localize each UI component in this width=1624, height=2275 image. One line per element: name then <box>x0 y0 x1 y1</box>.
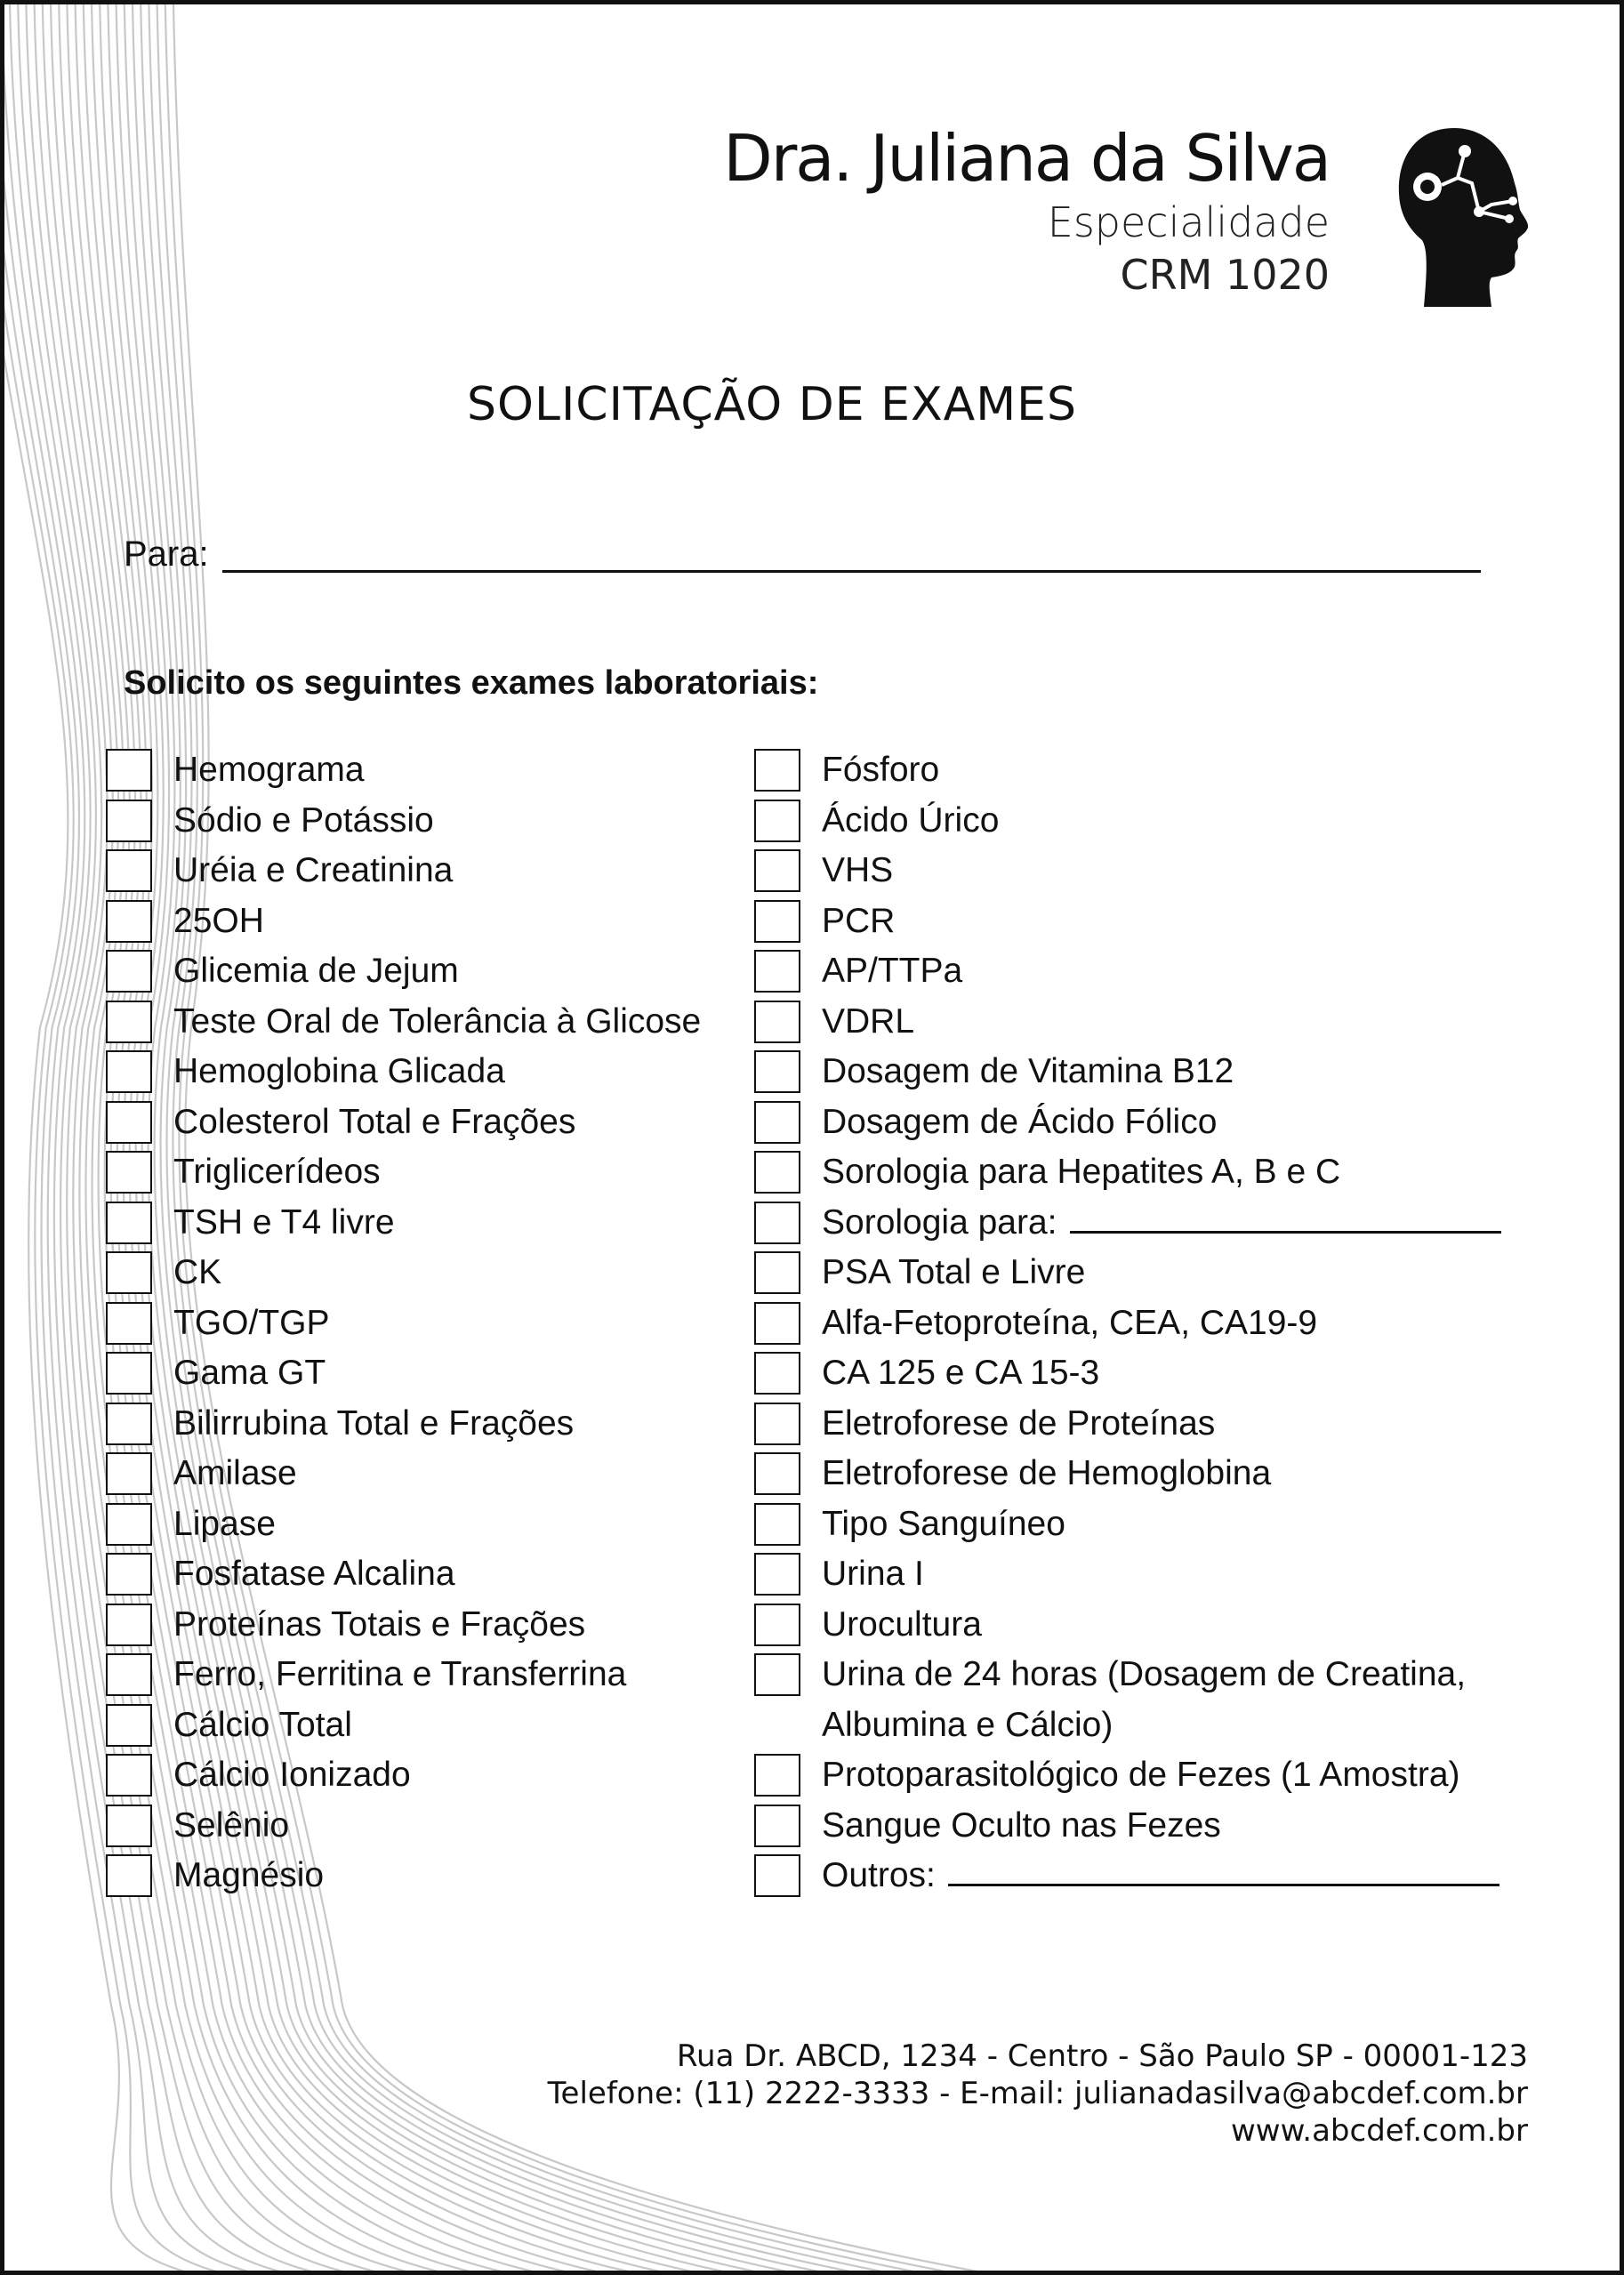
exam-label: Teste Oral de Tolerância à Glicose <box>173 1001 702 1041</box>
exam-checkbox[interactable] <box>754 800 800 842</box>
exam-checkbox[interactable] <box>106 900 152 943</box>
exam-checkbox[interactable] <box>106 1251 152 1294</box>
exam-label: CA 125 e CA 15-3 <box>822 1354 1100 1392</box>
exam-checkbox[interactable] <box>754 1604 800 1646</box>
exam-label: Alfa-Fetoproteína, CEA, CA19-9 <box>822 1303 1318 1342</box>
exam-checkbox[interactable] <box>754 849 800 892</box>
exam-label: Fósforo <box>822 751 940 789</box>
exam-label <box>822 1198 1501 1248</box>
exam-item <box>106 1549 701 1600</box>
exam-list-left <box>106 745 701 1901</box>
form-title: SOLICITAÇÃO DE EXAMES <box>467 378 1077 431</box>
exam-checkbox[interactable] <box>754 1050 800 1093</box>
exam-item <box>106 796 701 847</box>
exam-label: PCR <box>822 901 896 940</box>
doctor-header <box>723 120 1330 301</box>
exam-item <box>106 1198 701 1249</box>
exam-item <box>754 1047 1501 1097</box>
exam-checkbox[interactable] <box>754 1754 800 1797</box>
exam-checkbox[interactable] <box>754 1452 800 1495</box>
exam-checkbox[interactable] <box>754 1503 800 1546</box>
exam-checkbox[interactable] <box>754 1151 800 1194</box>
exam-label: Fosfatase Alcalina <box>173 1555 455 1593</box>
exam-item <box>106 1348 701 1399</box>
exam-label: Hemoglobina Glicada <box>173 1052 505 1090</box>
exam-item <box>754 946 1501 997</box>
footer-contact <box>548 2038 1528 2150</box>
exam-checkbox[interactable] <box>754 1352 800 1395</box>
exam-label: Glicemia de Jejum <box>173 952 459 990</box>
sorologia-label: Sorologia para: <box>822 1202 1057 1242</box>
exam-checkbox[interactable] <box>106 1604 152 1646</box>
para-label: Para: <box>124 535 209 574</box>
exam-item <box>106 846 701 896</box>
exam-label: Cálcio Ionizado <box>173 1756 411 1794</box>
exam-checkbox[interactable] <box>106 1001 152 1043</box>
exam-label: Hemograma <box>173 751 365 789</box>
exam-checkbox[interactable] <box>754 1805 800 1847</box>
exam-checkbox[interactable] <box>106 1101 152 1144</box>
exam-checkbox[interactable] <box>106 1553 152 1596</box>
doctor-specialty: Especialidade <box>1047 198 1330 246</box>
exam-checkbox[interactable] <box>106 1151 152 1194</box>
exam-label: PSA Total e Livre <box>822 1253 1086 1291</box>
exam-label: Eletroforese de Proteínas <box>822 1403 1216 1443</box>
exam-item <box>754 1399 1501 1450</box>
exam-item <box>754 896 1501 947</box>
exam-label: Bilirrubina Total e Frações <box>173 1403 575 1443</box>
exam-checkbox[interactable] <box>754 1251 800 1294</box>
exam-item <box>106 1750 701 1801</box>
exam-item <box>106 997 701 1048</box>
exam-checkbox[interactable] <box>754 1854 800 1897</box>
exam-item <box>754 1499 1501 1550</box>
exam-checkbox[interactable] <box>754 1101 800 1144</box>
exam-checkbox[interactable] <box>754 900 800 943</box>
exam-label: Dosagem de Ácido Fólico <box>822 1102 1218 1141</box>
exam-label: Urina I <box>822 1555 924 1593</box>
exam-checkbox[interactable] <box>106 1704 152 1747</box>
exam-checkbox[interactable] <box>106 1854 152 1897</box>
exam-label: Lipase <box>173 1504 276 1543</box>
exam-checkbox[interactable] <box>106 1352 152 1395</box>
exam-label: Protoparasitológico de Fezes (1 Amostra) <box>822 1756 1460 1794</box>
exam-item <box>106 1399 701 1450</box>
exam-checkbox[interactable] <box>106 1805 152 1847</box>
exam-item <box>754 1600 1501 1651</box>
exam-item <box>754 1348 1501 1399</box>
exam-label: TGO/TGP <box>173 1303 330 1342</box>
exam-label: Ácido Úrico <box>822 800 1000 840</box>
exam-label: Triglicerídeos <box>173 1153 381 1191</box>
exam-item <box>106 745 701 796</box>
exam-item <box>106 1097 701 1148</box>
exam-label: Ferro, Ferritina e Transferrina <box>173 1655 627 1693</box>
exam-label: Eletroforese de Hemoglobina <box>822 1454 1272 1492</box>
exam-label: TSH e T4 livre <box>173 1202 395 1242</box>
exam-label: Amilase <box>173 1454 297 1492</box>
head-network-icon <box>1392 125 1539 307</box>
exam-label: Albumina e Cálcio) <box>822 1705 1113 1744</box>
doctor-crm: CRM 1020 <box>1120 251 1330 299</box>
exam-checkbox[interactable] <box>106 1202 152 1244</box>
doctor-name: Dra. Juliana da Silva <box>723 121 1330 196</box>
exam-checkbox[interactable] <box>106 800 152 842</box>
exam-item <box>754 1298 1501 1349</box>
exam-item <box>106 1499 701 1550</box>
exam-checkbox[interactable] <box>754 1001 800 1043</box>
exam-checkbox[interactable] <box>754 1302 800 1345</box>
exam-label: Colesterol Total e Frações <box>173 1102 576 1141</box>
exam-label: 25OH <box>173 901 264 940</box>
exam-label: Sangue Oculto nas Fezes <box>822 1805 1221 1845</box>
exam-checkbox[interactable] <box>106 950 152 993</box>
footer-address: Rua Dr. ABCD, 1234 - Centro - São Paulo SP - 00001-123 <box>676 2038 1528 2074</box>
exam-item <box>754 1801 1501 1852</box>
exam-item-continuation <box>754 1700 1501 1751</box>
exam-item <box>754 997 1501 1048</box>
exam-label: CK <box>173 1253 222 1291</box>
exam-item <box>754 796 1501 847</box>
exam-item <box>106 1298 701 1349</box>
exams-intro: Solicito os seguintes exames laboratoriais: <box>124 664 819 702</box>
exam-list-right <box>754 745 1501 1901</box>
exam-label: VDRL <box>822 1001 915 1041</box>
exam-item <box>754 1750 1501 1801</box>
outros-input-line[interactable] <box>948 1857 1499 1886</box>
exam-label: VHS <box>822 851 894 889</box>
exam-checkbox[interactable] <box>754 1403 800 1445</box>
exam-item <box>106 1801 701 1852</box>
exam-label: Tipo Sanguíneo <box>822 1504 1065 1543</box>
para-input-line[interactable] <box>222 570 1481 573</box>
exam-item <box>106 1047 701 1097</box>
exam-checkbox[interactable] <box>106 849 152 892</box>
exam-label: Sorologia para Hepatites A, B e C <box>822 1153 1341 1191</box>
exam-checkbox[interactable] <box>106 1754 152 1797</box>
sorologia-input-line[interactable] <box>1070 1204 1501 1234</box>
exam-checkbox[interactable] <box>754 1653 800 1696</box>
exam-checkbox[interactable] <box>754 749 800 792</box>
exam-item <box>106 1449 701 1499</box>
exam-label: Uréia e Creatinina <box>173 851 454 889</box>
exam-item <box>106 1851 701 1901</box>
exam-item <box>106 896 701 947</box>
exam-label: AP/TTPa <box>822 952 963 990</box>
exam-checkbox[interactable] <box>106 1302 152 1345</box>
exam-label: Gama GT <box>173 1354 326 1392</box>
exam-checkbox[interactable] <box>754 1202 800 1244</box>
exam-item <box>754 1650 1501 1700</box>
exam-item <box>754 846 1501 896</box>
exam-item <box>106 1650 701 1700</box>
exam-item <box>754 1097 1501 1148</box>
exam-label: Magnésio <box>173 1856 325 1894</box>
exam-item <box>754 1248 1501 1298</box>
exam-label: Cálcio Total <box>173 1705 352 1744</box>
exam-checkbox[interactable] <box>754 950 800 993</box>
exam-label: Urocultura <box>822 1604 982 1644</box>
exam-label <box>822 1851 1499 1901</box>
exam-item <box>106 1700 701 1751</box>
footer-website: www.abcdef.com.br <box>1230 2113 1528 2149</box>
exam-label: Proteínas Totais e Frações <box>173 1604 586 1644</box>
exam-item <box>754 1851 1501 1901</box>
exam-item <box>106 946 701 997</box>
exam-checkbox[interactable] <box>754 1553 800 1596</box>
exam-label: Sódio e Potássio <box>173 800 434 840</box>
exam-item <box>754 1549 1501 1600</box>
exam-item <box>754 745 1501 796</box>
exam-item <box>106 1600 701 1651</box>
exam-item <box>754 1147 1501 1198</box>
footer-phone-email: Telefone: (11) 2222-3333 - E-mail: julianadasilva@abcdef.com.br <box>547 2076 1528 2111</box>
exam-checkbox[interactable] <box>106 1503 152 1546</box>
exam-checkbox[interactable] <box>106 1653 152 1696</box>
exam-checkbox[interactable] <box>106 749 152 792</box>
exam-checkbox[interactable] <box>106 1403 152 1445</box>
exam-item <box>106 1248 701 1298</box>
exam-item <box>754 1198 1501 1249</box>
exam-label: Dosagem de Vitamina B12 <box>822 1052 1234 1090</box>
exam-checkbox[interactable] <box>106 1050 152 1093</box>
exam-label: Selênio <box>173 1805 290 1845</box>
exam-item <box>106 1147 701 1198</box>
outros-label: Outros: <box>822 1856 936 1894</box>
exam-item <box>754 1449 1501 1499</box>
exam-checkbox[interactable] <box>106 1452 152 1495</box>
exam-label: Urina de 24 horas (Dosagem de Creatina, <box>822 1655 1467 1693</box>
